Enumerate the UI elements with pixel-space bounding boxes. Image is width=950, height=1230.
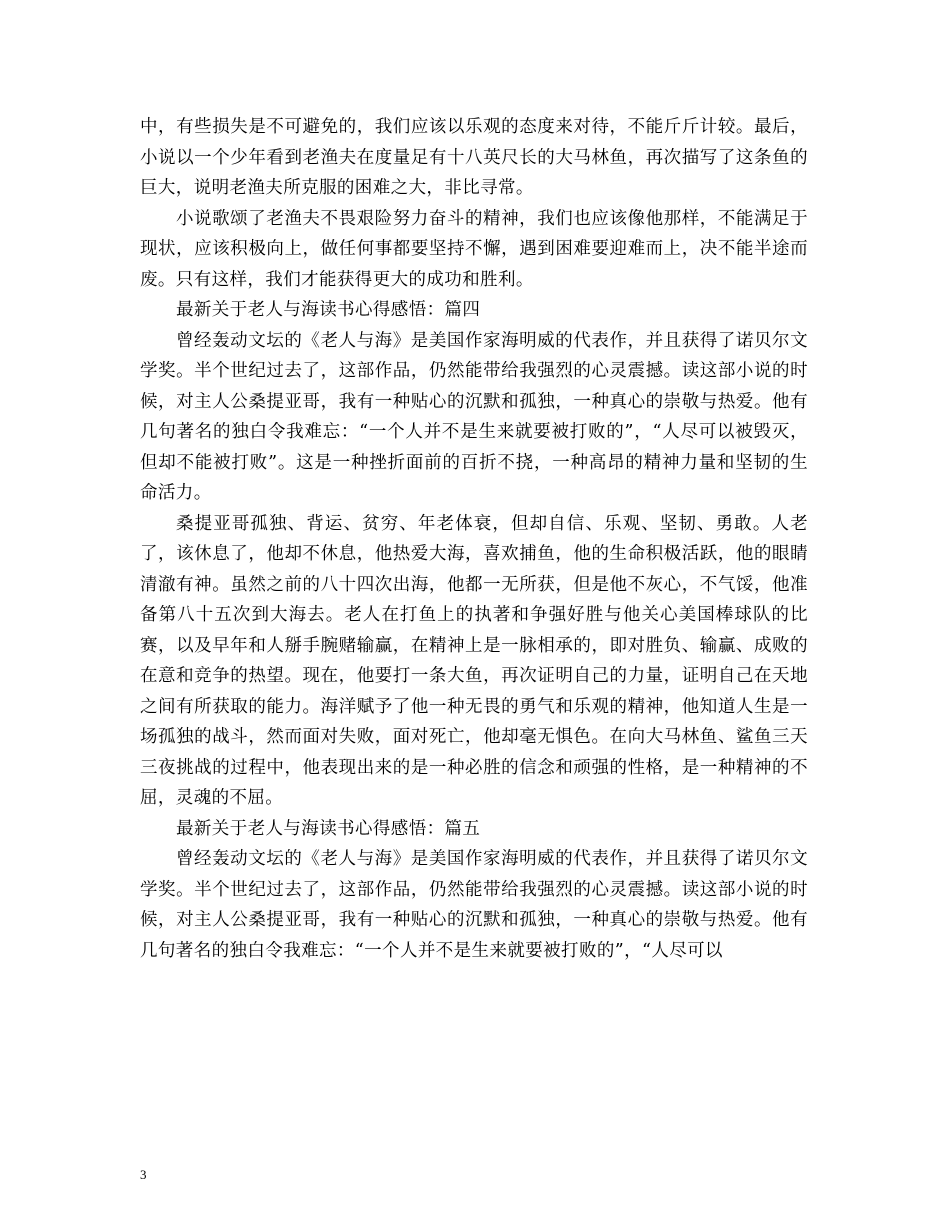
- section-heading-5: 最新关于老人与海读书心得感悟：篇五: [176, 818, 481, 839]
- page-number: 3: [140, 1167, 147, 1182]
- paragraph-body: 曾经轰动文坛的《老人与海》是美国作家海明威的代表作，并且获得了诺贝尔文学奖。半个世纪过去了，这部作品，仍然能带给我强烈的心灵震撼。读这部小说的时候，对主人公桑提亚哥，我有一种贴心的沉默和孤独，一种真心的崇敬与热爱。他有几句著名的独白令我难忘：“一个人并不是生来就要被打败的”，“人尽可以: [140, 849, 808, 961]
- section-heading-4: 最新关于老人与海读书心得感悟：篇四: [176, 300, 481, 320]
- paragraph-body: 桑提亚哥孤独、背运、贫穷、年老体衰，但却自信、乐观、坚韧、勇敢。人老了，该休息了，他却不休息，他热爱大海，喜欢捕鱼，他的生命积极活跃，他的眼睛清澈有神。虽然之前的八十四次出海，他都一无所获，但是他不灰心，不气馁，他准备第八十五次到大海去。老人在打鱼上的执著和争强好胜与他关心美国棒球队的比赛，以及早年和人掰手腕赌输赢，在精神上是一脉相承的，即对胜负、输赢、成败的在意和竞争的热望。现在，他要打一条大鱼，再次证明自己的力量，证明自己在天地之间有所获取的能力。海洋赋予了他一种无畏的勇气和乐观的精神，他知道人生是一场孤独的战斗，然而面对失败，面对死亡，他却毫无惧色。在向大马林鱼、鲨鱼三天三夜挑战的过程中，他表现出来的是一种必胜的信念和顽强的性格，是一种精神的不屈，灵魂的不屈。: [140, 513, 808, 808]
- paragraph-continuation: 中，有些损失是不可避免的，我们应该以乐观的态度来对待，不能斤斤计较。最后，小说以一个少年看到老渔夫在度量足有十八英尺长的大马林鱼，再次描写了这条鱼的巨大，说明老渔夫所克服的困难之大，非比寻常。: [140, 117, 808, 198]
- document-page: [140, 112, 808, 1112]
- paragraph-body: 小说歌颂了老渔夫不畏艰险努力奋斗的精神，我们也应该像他那样，不能满足于现状，应该积极向上，做任何事都要坚持不懈，遇到困难要迎难而上，决不能半途而废。只有这样，我们才能获得更大的成功和胜利。: [140, 208, 808, 290]
- paragraph-body: 曾经轰动文坛的《老人与海》是美国作家海明威的代表作，并且获得了诺贝尔文学奖。半个世纪过去了，这部作品，仍然能带给我强烈的心灵震撼。读这部小说的时候，对主人公桑提亚哥，我有一种贴心的沉默和孤独，一种真心的崇敬与热爱。他有几句著名的独白令我难忘：“一个人并不是生来就要被打败的”，“人尽可以被毁灭，但却不能被打败”。这是一种挫折面前的百折不挠，一种高昂的精神力量和坚韧的生命活力。: [140, 330, 808, 503]
